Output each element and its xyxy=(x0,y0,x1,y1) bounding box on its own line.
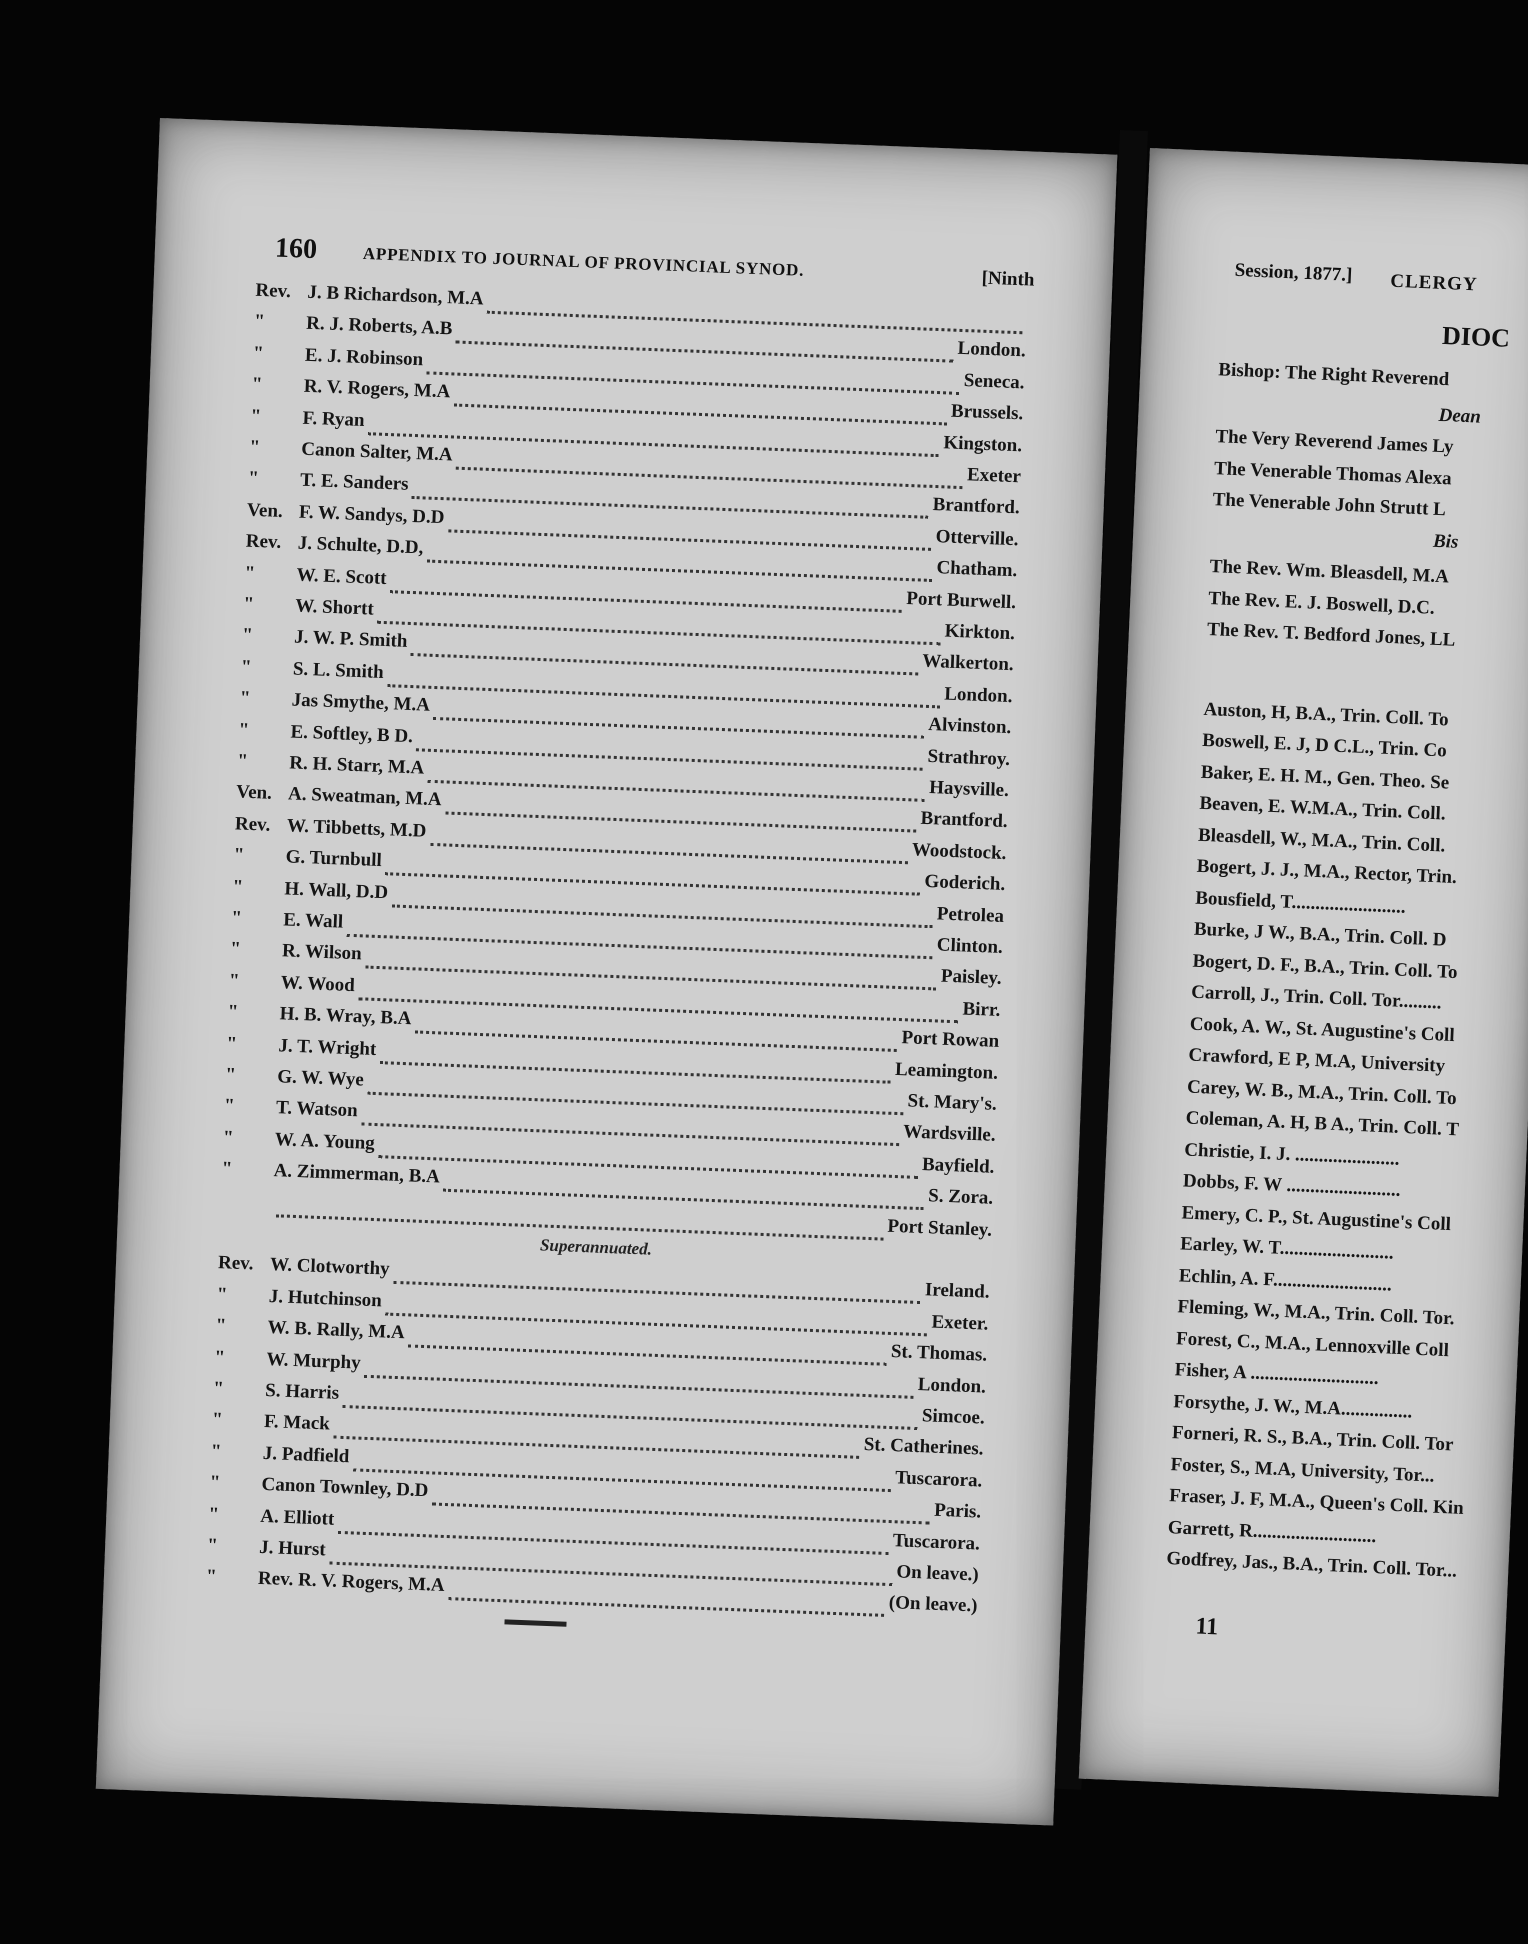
right-page-line: Boswell, E. J, D C.L., Trin. Co xyxy=(1201,729,1448,762)
entry-place: Port Rowan xyxy=(901,1027,1000,1053)
entry-place: S. Zora. xyxy=(927,1185,994,1209)
right-page-line: Christie, I. J. ...................... xyxy=(1183,1138,1400,1170)
entry-prefix: " xyxy=(247,468,260,490)
right-page-line: Echlin, A. F......................... xyxy=(1178,1264,1393,1296)
entry-place: Otterville. xyxy=(935,525,1019,551)
entry-prefix: " xyxy=(205,1566,217,1588)
entry-place: Ireland. xyxy=(924,1279,990,1304)
entry-name: A. Zimmerman, B.A xyxy=(273,1160,441,1188)
entry-prefix: " xyxy=(251,373,263,396)
right-page-line: Coleman, A. H, B A., Trin. Coll. T xyxy=(1185,1107,1460,1141)
entry-prefix: " xyxy=(228,970,240,992)
entry-prefix: " xyxy=(236,750,249,772)
entry-name: A. Elliott xyxy=(260,1505,335,1530)
entry-prefix: " xyxy=(242,593,255,615)
entry-prefix: Rev. xyxy=(234,813,271,836)
entry-name: F. Mack xyxy=(263,1411,331,1435)
right-page-line: Earley, W. T........................ xyxy=(1179,1233,1395,1264)
entry-name: E. Wall xyxy=(282,909,344,933)
right-page-line: Foster, S., M.A, University, Tor... xyxy=(1170,1453,1435,1487)
running-title: APPENDIX TO JOURNAL OF PROVINCIAL SYNOD. xyxy=(362,243,805,280)
entry-name: Jas Smythe, M.A xyxy=(291,689,431,716)
entry-place: Goderich. xyxy=(924,871,1006,896)
entry-name: W. Wood xyxy=(280,972,356,996)
entry-prefix: Ven. xyxy=(235,781,273,805)
session-fragment: [Ninth xyxy=(981,267,1035,291)
page-number: 160 xyxy=(274,232,318,266)
end-rule xyxy=(504,1619,566,1626)
entry-place: (On leave.) xyxy=(888,1592,978,1617)
right-page-line: Bishop: The Right Reverend xyxy=(1217,359,1450,391)
entry-place: Clinton. xyxy=(936,934,1004,958)
entry-name: S. L. Smith xyxy=(292,658,385,683)
right-page-line: Bousfield, T........................ xyxy=(1194,887,1407,918)
entry-prefix: " xyxy=(209,1472,221,1494)
leader-dots xyxy=(448,1594,885,1618)
right-page-line: Godfrey, Jas., B.A., Trin. Coll. Tor... xyxy=(1166,1548,1458,1582)
entry-prefix: " xyxy=(210,1440,222,1463)
right-page-line: Forest, C., M.A., Lennoxville Coll xyxy=(1175,1327,1450,1361)
entry-place: Leamington. xyxy=(894,1058,999,1084)
entry-name: E. J. Robinson xyxy=(304,344,424,371)
entry-name: R. J. Roberts, A.B xyxy=(305,313,453,340)
entry-name: W. Murphy xyxy=(266,1348,362,1374)
entry-place: Exeter xyxy=(966,464,1022,488)
entry-name: J. Schulte, D.D, xyxy=(297,532,424,559)
entry-prefix xyxy=(220,1206,272,1208)
entry-prefix: " xyxy=(240,656,252,678)
right-page-line: Fisher, A ........................... xyxy=(1174,1359,1380,1390)
entry-place: Simcoe. xyxy=(921,1405,986,1429)
entry-prefix: " xyxy=(221,1158,233,1180)
entry-name: J. B Richardson, M.A xyxy=(307,281,484,310)
entry-place: London. xyxy=(957,338,1027,362)
entry-name: J. Hurst xyxy=(258,1536,327,1561)
right-page-line: Carroll, J., Trin. Coll. Tor......... xyxy=(1190,981,1443,1014)
right-page-line: Garrett, R.......................... xyxy=(1167,1516,1377,1547)
entry-prefix: " xyxy=(241,624,254,647)
right-page-line: The Rev. T. Bedford Jones, LL xyxy=(1206,618,1456,651)
entry-prefix: " xyxy=(222,1126,234,1149)
entry-place: Bayfield. xyxy=(921,1153,995,1178)
entry-prefix: " xyxy=(249,436,261,459)
entry-place: Port Stanley. xyxy=(887,1215,993,1241)
right-page-line: Burke, J W., B.A., Trin. Coll. D xyxy=(1193,918,1447,951)
signature-mark: 11 xyxy=(1194,1613,1219,1641)
entry-place: Paris. xyxy=(933,1499,982,1523)
entry-place: Tuscarora. xyxy=(894,1467,983,1492)
entry-name: G. Turnbull xyxy=(285,846,383,872)
entry-prefix: Rev. xyxy=(217,1252,254,1275)
entry-place: Paisley. xyxy=(940,966,1002,990)
entry-place: Brantford. xyxy=(932,494,1021,519)
entry-name: F. Ryan xyxy=(302,407,365,431)
entry-prefix: " xyxy=(216,1283,228,1306)
entry-prefix: Ven. xyxy=(246,499,284,522)
entry-prefix: " xyxy=(239,687,251,710)
left-page xyxy=(96,118,1117,1826)
entry-place: Seneca. xyxy=(963,369,1025,394)
entry-place: Haysville. xyxy=(928,777,1010,802)
entry-name: T. E. Sanders xyxy=(299,470,409,496)
entry-place: Chatham. xyxy=(936,557,1018,582)
right-page-line: Bleasdell, W., M.A., Trin. Coll. xyxy=(1197,824,1446,857)
right-page-line: Baker, E. H. M., Gen. Theo. Se xyxy=(1200,761,1450,794)
entry-name: H. Wall, D.D xyxy=(284,877,389,903)
entry-prefix: " xyxy=(253,311,266,333)
right-page-line: Bogert, J. J., M.A., Rector, Trin. xyxy=(1196,855,1458,889)
entry-name: T. Watson xyxy=(275,1097,359,1122)
right-page-line: Fraser, J. F, M.A., Queen's Coll. Kin xyxy=(1168,1485,1465,1519)
section-heading-superannuated: Superannuated. xyxy=(539,1235,653,1259)
entry-name: R. Wilson xyxy=(281,940,363,965)
entry-name: J. Hutchinson xyxy=(268,1285,383,1312)
entry-name: A. Sweatman, M.A xyxy=(287,783,443,811)
entry-place: St. Thomas. xyxy=(890,1341,988,1366)
entry-place: Brantford. xyxy=(920,808,1009,833)
entry-prefix: Rev. xyxy=(245,530,282,554)
right-page-line: Bis xyxy=(1432,530,1459,553)
entry-name: J. T. Wright xyxy=(278,1034,377,1060)
entry-place: Petrolea xyxy=(936,903,1005,927)
entry-place: St. Catherines. xyxy=(863,1434,984,1460)
entry-place: Brussels. xyxy=(950,400,1024,425)
entry-name: W. Clotworthy xyxy=(269,1254,391,1281)
entry-prefix: " xyxy=(208,1503,220,1525)
entry-prefix: " xyxy=(232,875,244,898)
right-page-line: The Venerable Thomas Alexa xyxy=(1213,457,1453,489)
entry-name: R. V. Rogers, M.A xyxy=(303,375,451,403)
entry-name: F. W. Sandys, D.D xyxy=(298,501,445,529)
entry-name: Canon Salter, M.A xyxy=(300,438,453,466)
entry-prefix: " xyxy=(238,719,250,741)
entry-place: London. xyxy=(917,1373,987,1398)
entry-place: Exeter. xyxy=(931,1311,989,1335)
entry-name: W. A. Young xyxy=(274,1128,376,1154)
entry-place: Walkerton. xyxy=(921,651,1015,676)
right-page-line: Crawford, E P, M.A, University xyxy=(1188,1044,1446,1077)
entry-place: Woodstock. xyxy=(911,839,1007,864)
right-page xyxy=(1079,148,1528,1797)
right-page-line: Dobbs, F. W ........................ xyxy=(1182,1170,1401,1201)
right-page-line: Dean xyxy=(1438,404,1482,428)
entry-prefix: " xyxy=(252,342,265,364)
entry-prefix: " xyxy=(229,938,242,961)
right-page-line: Fleming, W., M.A., Trin. Coll. Tor. xyxy=(1177,1296,1455,1330)
entry-name: J. W. P. Smith xyxy=(293,626,408,653)
right-page-line: The Very Reverend James Ly xyxy=(1215,426,1454,458)
entry-prefix: " xyxy=(215,1315,227,1337)
entry-prefix: " xyxy=(211,1409,224,1431)
clergy-heading: CLERGY xyxy=(1389,270,1479,296)
entry-prefix: Rev. xyxy=(255,279,292,303)
entry-place: Kirkton. xyxy=(944,620,1016,645)
entry-name: G. W. Wye xyxy=(276,1066,365,1091)
entry-name: W. Shortt xyxy=(294,595,375,620)
entry-prefix: " xyxy=(250,405,262,427)
right-page-line: Forsythe, J. W., M.A............... xyxy=(1172,1390,1413,1423)
entry-prefix: " xyxy=(212,1377,225,1400)
right-page-line: Beaven, E. W.M.A., Trin. Coll. xyxy=(1199,792,1447,825)
entry-prefix: " xyxy=(224,1064,237,1086)
entry-place: London. xyxy=(943,683,1013,707)
entry-name: R. H. Starr, M.A xyxy=(288,752,425,779)
entry-name: E. Softley, B D. xyxy=(290,721,414,747)
entry-prefix: " xyxy=(227,1001,239,1023)
right-page-line: Auston, H, B.A., Trin. Coll. To xyxy=(1203,698,1450,731)
entry-place: Wardsville. xyxy=(902,1121,996,1147)
entry-prefix: " xyxy=(206,1534,219,1557)
entry-prefix: " xyxy=(233,844,245,866)
entry-place: Kingston. xyxy=(943,431,1023,456)
entry-name: Rev. R. V. Rogers, M.A xyxy=(257,1568,445,1597)
entry-name: W. B. Rally, M.A xyxy=(267,1317,406,1344)
entry-place: Port Burwell. xyxy=(905,587,1017,613)
session-heading: Session, 1877.] xyxy=(1234,259,1353,286)
entry-place: Alvinston. xyxy=(927,714,1012,739)
right-page-line: Emery, C. P., St. Augustine's Coll xyxy=(1181,1201,1452,1235)
entry-prefix: " xyxy=(223,1095,236,1117)
entry-prefix: " xyxy=(230,907,243,929)
entry-name: Canon Townley, D.D xyxy=(261,1474,429,1502)
entry-prefix: " xyxy=(214,1346,226,1368)
right-page-line: Cook, A. W., St. Augustine's Coll xyxy=(1189,1013,1456,1046)
entry-name: W. E. Scott xyxy=(296,564,388,589)
right-page-line: The Venerable John Strutt L xyxy=(1212,489,1447,521)
right-page-line: Carey, W. B., M.A., Trin. Coll. To xyxy=(1186,1076,1458,1109)
entry-place: St. Mary's. xyxy=(907,1090,998,1115)
entry-place: Tuscarora. xyxy=(892,1529,981,1555)
entry-name: H. B. Wray, B.A xyxy=(279,1003,412,1030)
entry-place: On leave.) xyxy=(896,1561,980,1586)
diocese-heading: DIOC xyxy=(1441,320,1511,353)
right-page-line: The Rev. E. J. Boswell, D.C. xyxy=(1207,587,1436,619)
entry-name: S. Harris xyxy=(264,1379,340,1404)
entry-name: W. Tibbetts, M.D xyxy=(286,815,427,842)
right-page-line: Bogert, D. F., B.A., Trin. Coll. To xyxy=(1192,950,1458,983)
entry-name: J. Padfield xyxy=(262,1442,350,1468)
right-page-line: Forneri, R. S., B.A., Trin. Coll. Tor xyxy=(1171,1422,1454,1456)
entry-prefix: " xyxy=(226,1032,238,1055)
entry-place: Birr. xyxy=(962,998,1001,1021)
right-page-line: The Rev. Wm. Bleasdell, M.A xyxy=(1209,556,1450,588)
entry-prefix: " xyxy=(244,562,256,584)
entry-place: Strathroy. xyxy=(927,745,1011,770)
